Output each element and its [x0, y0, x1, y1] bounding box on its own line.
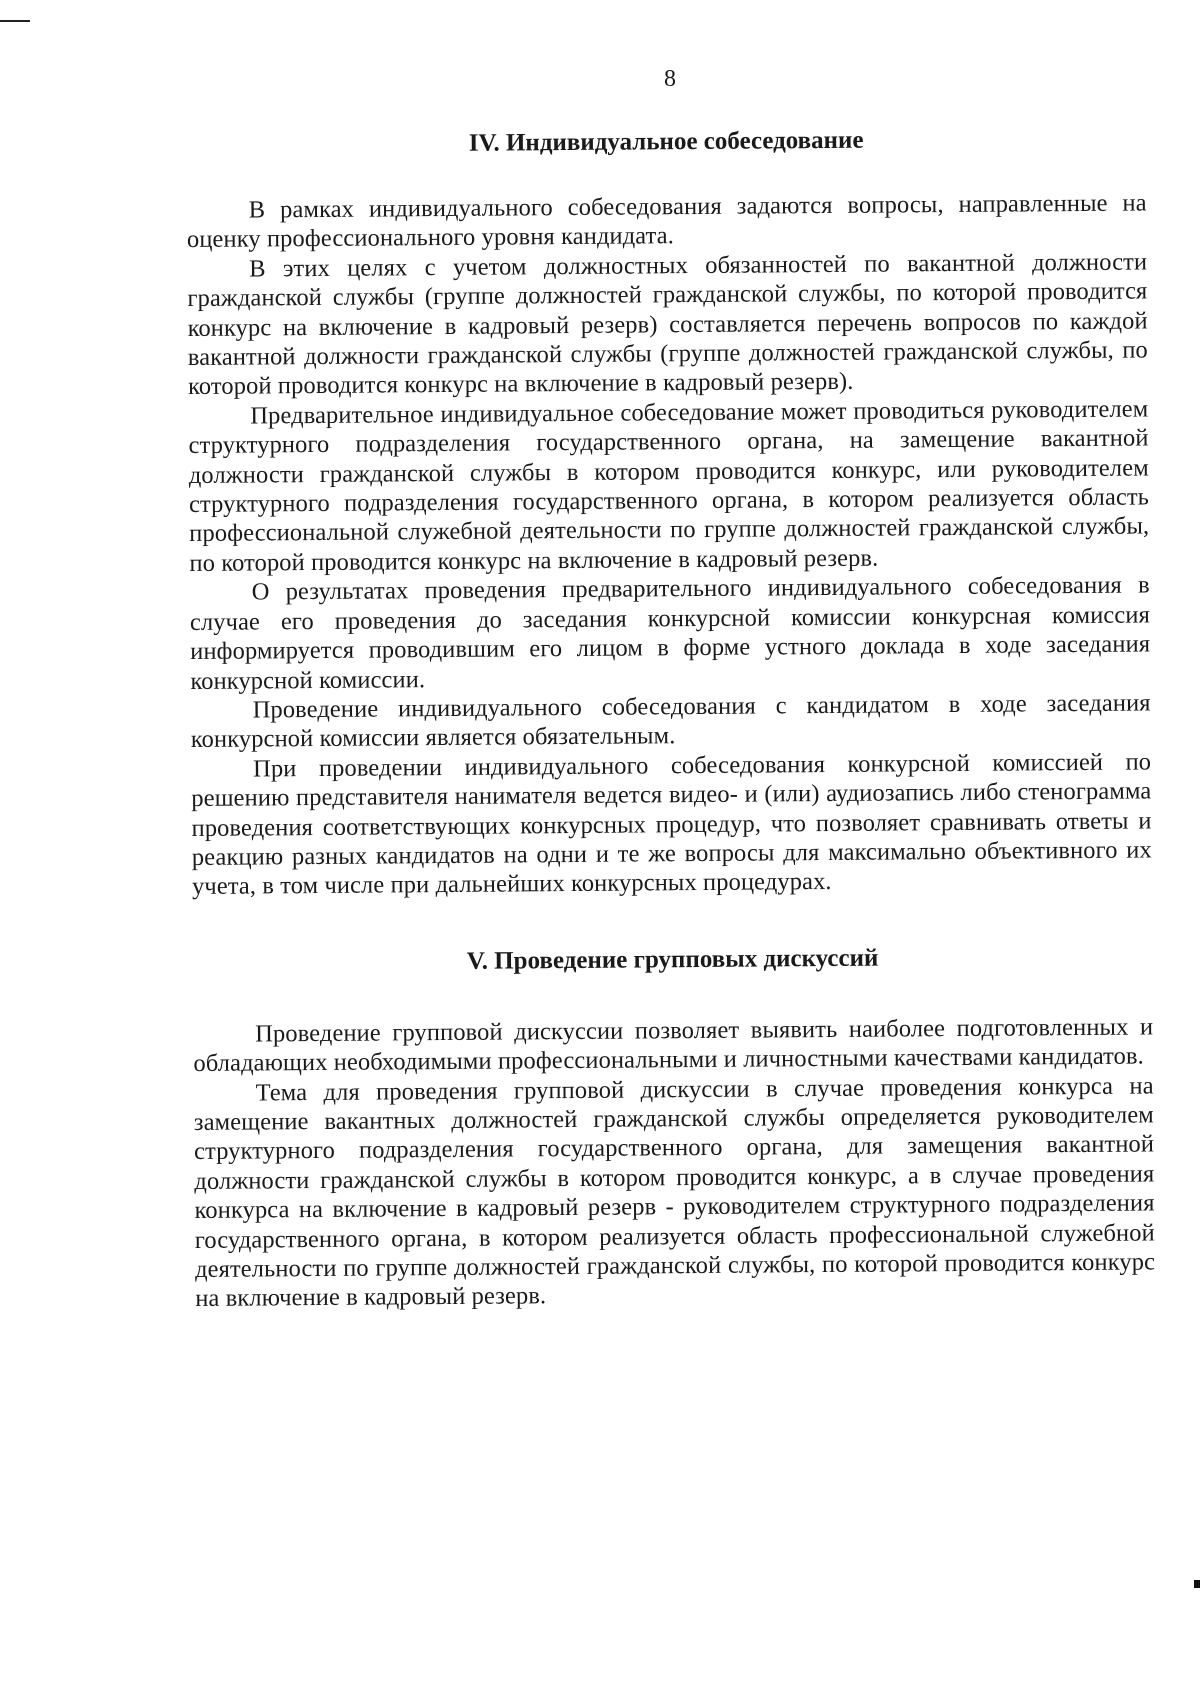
paragraph: В этих целях с учетом должностных обязанностей по вакантной должности гражданской службы (группе должностей гражданской службы, по которой проводится конкурс на включение в кадровый резерв) составляется перечень вопросов по каждой вакантной должности гражданской службы (группе должностей гражданской службы, по которой проводится конкурс на включение в кадровый резерв).: [187, 248, 1148, 401]
scan-edge-mark: [1194, 1580, 1200, 1588]
section-title: IV. Индивидуальное собеседование: [468, 126, 864, 157]
page-number: 8: [664, 66, 676, 92]
paragraph: Проведение индивидуального собеседования с кандидатом в ходе заседания конкурсной комиссии является обязательным.: [190, 689, 1151, 754]
paragraph: Тема для проведения групповой дискуссии в случае проведения конкурса на замещение вакантных должностей гражданской службы определяется руководителем структурного подразделения государственного органа, для замещения вакантной должности гражданской службы в котором проводится конкурс, а в случае проведения конкурса на включение в кадровый резерв - руководителем структурного подразделения государственного органа, в котором реализуется область профессиональной служебной деятельности по группе должностей гражданской службы, по которой проводится конкурс на включение в кадровый резерв.: [193, 1071, 1156, 1313]
paragraph: В рамках индивидуального собеседования задаются вопросы, направленные на оценку профессионального уровня кандидата.: [186, 189, 1147, 254]
section-title: V. Проведение групповых дискуссий: [466, 944, 879, 975]
paragraph: Предварительное индивидуальное собеседование может проводиться руководителем структурного подразделения государственного органа, на замещение вакантной должности гражданской службы в котором проводится конкурс, или руководителем структурного подразделения государственного органа, в котором реализуется область профессиональной служебной деятельности по группе должностей гражданской службы, по которой проводится конкурс на включение в кадровый резерв.: [188, 395, 1150, 577]
document-body: [186, 112, 1155, 1313]
paragraph: При проведении индивидуального собеседования конкурсной комиссией по решению представителя нанимателя ведется видео- и (или) аудиозапись либо стенограмма проведения соответствующих конкурсных процедур, что позволяет сравнивать ответы и реакцию разных кандидатов на одни и те же вопросы для максимально объективного их учета, в том числе при дальнейших конкурсных процедурах.: [191, 748, 1152, 901]
scan-edge-mark: [0, 20, 30, 22]
paragraph: О результатах проведения предварительного индивидуального собеседования в случае его проведения до заседания конкурсной комиссии конкурсная комиссия информируется проводившим его лицом в форме устного доклада в ходе заседания конкурсной комиссии.: [189, 571, 1151, 695]
paragraph: Проведение групповой дискуссии позволяет выявить наиболее подготовленных и обладающих необходимыми профессиональными и личностными качествами кандидатов.: [193, 1013, 1154, 1078]
